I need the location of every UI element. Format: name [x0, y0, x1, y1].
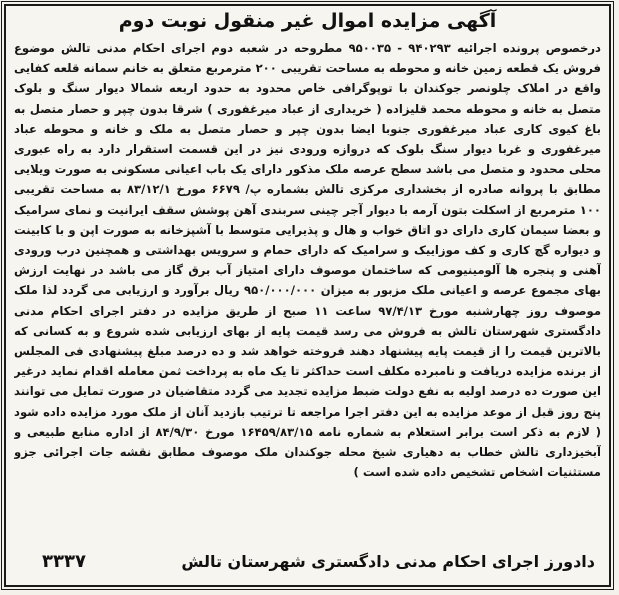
notice-footer — [12, 547, 603, 577]
notice-title: آگهی مزایده اموال غیر منقول نوبت دوم — [118, 10, 497, 32]
signature-line: دادورز اجرای احکام مدنی دادگستری شهرستان تالش — [181, 552, 595, 571]
notice-body: درخصوص پرونده اجرائیه ۹۴۰۲۹۳ - ۹۵۰۰۳۵ مطروحه در شعبه دوم اجرای احکام مدنی تالش موضوع فروش یک قطعه زمین خانه و محوطه به مساحت تقریبی ۲۰۰ مترمربع متعلق به خانم سمانه قلعه کفایی واقع در املاک چلونصر جوکندان با توپوگرافی خاص محدود به حدود اربعه شمالا دیوار سنگ و بلوک متصل به خانه و محوطه محمد قلیزاده ( خریداری از عباد میرغفوری ) شرقا بدون چپر و حصار متصل به باغ کیوی کاری عباد میرغفوری جنوبا ایضا بدون چپر و حصار متصل به ملک و خانه و محوطه عباد میرغفوری و غربا دیوار سنگ بلوک که دروازه ورودی نیز در این قسمت استقرار دارد به راه عبوری محلی محدود و متصل می باشد سطح عرصه ملک مذکور دارای یک باب اعیانی مسکونی به صورت ویلایی مطابق با پروانه صادره از بخشداری مرکزی تالش بشماره پ/ ۶۶۷۹ مورخ ۸۳/۱۲/۱ به مساحت تقریبی ۱۰۰ مترمربع از اسکلت بتون آرمه با دیوار آجر چینی سربندی آهن پوشش سقف ایرانیت و نمای سرامیک و بعضا سیمان کاری دارای دو اتاق خواب و هال و پذیرایی متوسط با آشپزخانه به صورت اپن و با کابینت و دیواره گچ کاری و کف موزاییک و سرامیک که دارای حمام و سرویس بهداشتی و همچنین درب ورودی آهنی و پنجره ها آلومینیومی که ساختمان موصوف دارای امتیاز آب برق گاز می باشد در نهایت ارزش بهای مجموع عرصه و اعیانی ملک مزبور به میزان ۹۵۰/۰۰۰/۰۰۰ ریال برآورد و ارزیابی می گردد لذا ملک موصوف روز چهارشنبه مورخ ۹۷/۴/۱۳ ساعت ۱۱ صبح از طریق مزایده در دفتر اجرای احکام مدنی دادگستری شهرستان تالش به فروش می رسد قیمت پایه از بهای ارزیابی شده شروع و به کسانی که بالاترین قیمت را از قیمت پایه پیشنهاد دهند فروخته خواهد شد و ده درصد مبلغ پیشنهادی فی المجلس از برنده مزایده دریافت و نامبرده مکلف است حداکثر تا یک ماه به پرداخت ثمن معامله اقدام نماید درغیر این صورت ده درصد اولیه به نفع دولت ضبط مزایده تجدید می گردد متقاضیان در صورت تمایل می توانند پنج روز قبل از موعد مزایده به این دفتر اجرا مراجعه تا ترتیب بازدید آنان از ملک مورد مزایده داده شود ( لازم به ذکر است برابر استعلام به شماره نامه ۱۶۴۵۹/۸۳/۱۵ مورخ ۸۴/۹/۳۰ از اداره منابع طبیعی و آبخیزداری تالش خطاب به دهیاری شیخ محله جوکندان ملک موصوف مطابق نقشه جات اجرائی جزو مستثنیات اشخاص تشخیص داده شده است ) — [14, 41, 601, 480]
notice-code: ۳۳۳۷ — [42, 551, 86, 572]
auction-notice — [4, 4, 611, 587]
